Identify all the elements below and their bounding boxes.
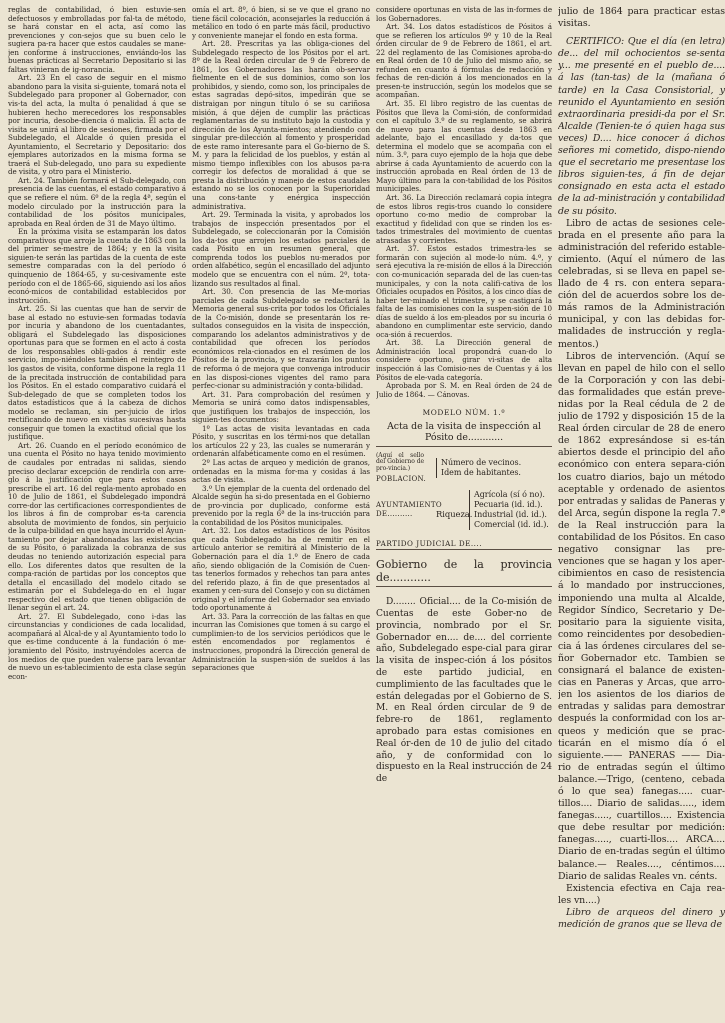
paragraph: omía el art. 8º, ó bien, si se ve que el grano no tiene fácil colocación, aconsejarles la reducción á metálico en todo ó en parte más fácil, productivo y conveniente manejar el fondo en esta forma. [192,6,370,40]
paragraph: Art. 25. Si las cuentas que han de servir de base al estado no estuvie-sen formadas todavía por incuria y abandono de los cuentadantes, obligará el Subdelegado las disposiciones oportunas para que se formen en el acto á costa de los responsables obli-gados á rendir este servicio, impo-niéndoles también el reintegro de los gastos de visita, conforme dispone la regla 11 de la precitada instrucción de contabilidad para los Pósitos. En el estado comparativo cuidará el Sub-delegado de que se completen todos los datos estadísticos que á la cabeza de dichos modelo se reclaman, sin per-juicio de irlos rectificando de nuevo en visitas sucesivas hasta conseguir que tomen la exactitud oficial que los justifique. [8,304,186,442]
paragraph: En la próxima visita se estamparán los datos comparativos que arroje la cuenta de 1863 con la del primer se-mestre de 1864; y en la visita siguien-te serán las partidas de la cuenta de este semestre comparadas con la del período ó quinquenio de 1864-65, y su-cesivamente este período con el de 1865-66, siguiendo así los años econó-micos de contabilidad establecidos por instrucción. [8,227,186,305]
paragraph: Art. 23 En el caso de seguir en el mismo abandono para la visita si-guiente, tomará nota el Subdelegado para proponer al Gobernador, con vis-ta del acta, la multa ó penalidad á que se hubieren hecho merecedores los responsables por incuria, desobe-diencia ó malicia. El acta de visita se unirá al libro de sesiones, firmada por el Subdelegado, el Alcalde ó quien presida el Ayuntamiento, el Secretario y Depositario: dos ejemplares autorizados en la misma forma se traerá el Sub-delegado, uno para su expediente de visita, y otro para el Ministerio. [8,73,186,177]
partido-judicial: PARTIDO JUDICIAL DE.... [376,540,552,551]
paragraph: Art. 33. Para la corrección de las faltas en que incurran las Comisiones que tomen á su cargo el cumplimien-to de los servicios periódicos que le estén encomendados por reglamentos é instrucciones, propondrá la Dirección general de Administración la suspen-sión de sueldos á las separaciones que [192,611,370,673]
paragraph: Art. 35. El libro registro de las cuentas de Pósitos que lleva la Comi-sión, de conformidad con el capítulo 3.º de su reglamento, se abrirá de nuevo para las cuentas desde 1863 en adelante, bajo el encasillado y da-tos que determina el modelo que se acompaña con el núm. 3.º, para cuyo ejemplo de la hoja que debe abrirse á cada Ayuntamiento de acuerdo con la instrucción aprobada en Real órden de 13 de Mayo último para la con-tabilidad de los Pósitos municipales. [376,99,552,194]
approval-line: Aprobada por S. M. en Real órden de 24 de Julio de 1864. — Cánovas. [376,381,552,399]
riqueza-item: Pecuaria (id. id.). [474,499,543,509]
riqueza-label: Riqueza. [436,509,473,520]
riqueza-item: Industrial (id. id.). [474,509,547,519]
paragraph: Existencia efectiva en Caja rea-les vn....) [558,882,725,906]
paragraph: 2º Las actas de arqueo y medición de granos, ordenadas en la misma for-ma y cosidas á las actas de visita. [192,457,370,485]
paragraph: Art. 30. Con presencia de las Me-morias parciales de cada Subdelegado se redactará la Memoria general sus-crita por todos los Oficiales de la Co-misión, donde se presentarán los re-sultados conseguidos en la visita de inspección, comparando los adelantos administrativos y de contabilidad que ofrecen los períodos económicos rela-cionados en el resúmen de los Pósitos de la provincia, y se trazarán los puntos de reforma ó de mejora que convenga introducir en las disposi-ciones vigentes del ramo para perfec-cionar su administración y conta-bilidad. [192,287,370,391]
model-title: MODELO NÚM. 1.º [422,408,506,418]
paragraph: Art. 29. Terminada la visita, y aprobados los trabajos de inspección presentados por el Subdelegado, se coleccionarán por la Comisión los da-tos que arrojen los estados parciales de cada Pósito en un resumen general, que comprenda todos los pueblos nu-merados por orden alfabético, según el encasillado del adjunto modelo que se encuentra con el núm. 2º, tota-lizando sus resultados al final. [192,210,370,288]
riqueza-brace [469,490,549,530]
paragraph: reglas de contabilidad, ó bien estuvie-sen defectuosos y embrolladas por fal-ta de método, se hará constar en el acta, así como las prevenciones y con-sejos que su buen celo le sugiera pa-ra hacer que estos caudales se mane-jen conforme á instrucciones, enviándo-los las buenas prácticas al Secretario Depositario si las faltas vinieran de ig-norancia. [8,6,186,74]
paragraph: Art. 37. Estos estados trimestra-les se formarán con sujeción al mode-lo núm. 4.º, y será ejecutiva la re-misión de ellos á la Dirección con co-municación separada del de las cuen-tas municipales, y con la nota califi-cativa de los Oficiales ocupados en Pósitos, á los cinco días de haber ter-minado el trimestre, y se castigará la falta de las comisiones con la suspen-sión de 10 días de sueldo á los em-pleados por su incuria ó abandono en cumplimentar este servicio, dando oca-sión á recuerdos. [376,244,552,339]
paragraph: Art. 34. Los datos estadísticos de Pósitos á que se refieren los artículos 9º y 10 de la Real órden circular de 9 de Febrero de 1861, el art. 22 del reglamento de las Comisiones aproba-do en Real órden de 10 de Julio del mismo año, se refunden en cuanto á fórmulas de redacción y fechas de ren-dición á los mencionados en la presen-te instrucción, según los modelos que se acompañan. [376,22,552,100]
gobierno-heading: Gobierno de la provincia de............ [376,558,552,587]
seal-note: (Aquí el sello del Gobierno de pro-vincia.) [376,451,424,472]
paragraph: Art. 31. Para comprobación del resúmen y Memoria se unirá como datos indispensables, que justifiquen los trabajos de inspección, los siguien-tes documentos: [192,389,370,425]
paragraph: considere oportunas en vista de las in-formes de los Gobernadores. [376,6,552,23]
poblacion-label: POBLACION. [376,475,427,484]
riqueza-item: Agrícola (sí ó no). [474,489,545,499]
ayuntamiento-label: AYUNTAMIENTO DE.......... [376,501,442,518]
riqueza-item: Comercial (id. id.). [474,519,549,529]
column-3 [376,6,552,1019]
paragraph: 3.º Un ejemplar de la cuenta del ordenado del Alcalde según ha si-do presentada en el Gobierno de pro-vincia por duplicado, conforme está prevenido por la regla 6ª de la ins-trucción para la contabilidad de los Pósitos municipales. [192,483,370,527]
paragraph: Libros de intervención. (Aquí se llevan en papel de hilo con el sello de la Corporación y con las debi-das formalidades que están preve-nidas por la Real cédula de 2 de julio de 1792 y disposición 15 de la Real órden circular de 28 de enero de 1862 expresándose si es-tán abiertos desde el principio del año económico con entera separa-ción los cuatro diarios, bajo un método aceptable y ordenado de asientos por entradas y salidas de Paneras y del Arca, según dispone la regla 7.ª de la Real instrucción para la contabilidad de los Pósitos. En caso negativo consignar las pre-venciones que se hagan y los aper-cibimientos en caso de resistencia á lo mandado por instrucciones, imponiendo una multa al Alcalde, Regidor Síndico, Secretario y De-positario para la siguiente visita, como reincidentes por desobedien-cia á las órdenes circulares del se-ñor Gobernador etc. Tambien se consignará el balance de existen-cias en Paneras y Arcas, que arro-jen los asientos de los diarios de entradas y salidas para demostrar después la conformidad con los ar-queos y medición que se prac-ticarán en el mismo día ó el siguiente.—— PANERAS —— Dia-rio de entradas según el último balance.—Trigo, (centeno, cebada ó lo que sea) fanegas..... cuar-tillos.... Diario de salidas....., idem fanegas....., cuartillos.... Existencia que debe resultar por medición: fanegas....., cuarti-llos.... ARCA.... Diario de en-tradas según el último balance.— Reales...., céntimos.... Diario de salidas Reales vn. cénts. [558,350,725,882]
poblacion-brace [436,458,521,478]
paragraph: Art. 24. También formará el Sub-delegado, con presencia de las cuentas, el estado comparativo á que se refiere el núm. 6º de la regla 4ª, según el modelo circulado por la instrucción para la contabilidad de los pósitos municipales, aprobada en Real órden de 31 de Mayo último. [8,175,186,228]
paragraph: Art. 38. La Dirección general de Administración local propondrá cuan-do lo considere oportuno, girar vi-sitas de alta inspección á las Comisio-nes de Cuentas y á los Pósitos de ele-vada categoría. [376,338,552,382]
paragraph: Art. 26. Cuando en el período económico de una cuenta el Pósito no haya tenido movimiento de caudales por entradas ni salidas, siendo preciso declarar excepción de rendirla con arre-glo á la justificación que para estos casos prescribe el art. 16 del regla-mento aprobado en 10 de Julio de 1861, el Subdelegado impondrá corre-dor las certificaciones correspondientes de los libros á fin de comprobar es-ta carencia absoluta de movimiento de fondos, sin perjuicio de la culpa-bilidad en que haya incurrido el Ayun-tamiento por dejar abandonadas las existencias de su Pósito, ó paralizada la cobranza de sus deudas no teniendo autorización especial para ello. Los diferentes datos que resulten de la compa-ración de partidas por los conceptos que detalla el encasillado del modelo citado se estimarán por el Subdelega-do en el lugar respectivo del estado que tienen obligación de llenar según el art. 24. [8,440,186,613]
paragraph: Art. 28. Prescritas ya las obliga-ciones del Subdelegado respecto de los Pósitos por el art. 8º de la Real órden circular de 9 de Febrero de 1861, los Gobernadores las harán ob-servar fielmente en el de sus dominios, como son los prohibidos, y siendo, como son, los principales de estas sagradas depó-sitos, impedirán que se distraigan por ningun título ó se su cariñosa misión, á que déjen de cumplir las prácticas reglamentarias de su instituto bajo la custodia y dirección de los Ayunta-mientos; atendiendo con singular pre-dilección al fomento y prosperidad de este ramo interesante para el Go-bierno de S. M. y para la felicidad de los pueblos, y están al mismo tiempo inflexibles con los abusos pa-ra corregir los defectos de moralidad á que se presta la distribución y manejo de estos caudales estando no se los conocen por la Superioridad una cons-tante y enérgica inspección administrativa. [192,39,370,211]
ayuntamiento-row [376,490,552,530]
paragraph: Art. 36. La Dirección reclamará copia íntegra de estos libros regis-tros cuando lo considere oportuno co-mo medio de comprobar la exactitud y fidelidad con que se rinden los es-tados trimestrales del movimiento de cuentas atrasadas y corrientes. [376,193,552,245]
poblacion-item: Número de vecinos. [441,458,522,468]
poblacion-item: Idem de habitantes. [441,468,521,478]
column-2 [192,6,370,1019]
paragraph: 1º Las actas de visita levantadas en cada Pósito, y suscritas en los térmi-nos que detallan los artículos 22 y 23, las cuales se numerarán y ordenarán alfabéticamente como en el resúmen. [192,423,370,459]
poblacion-row [376,453,552,484]
paragraph: Libro de arqueos del dinero y medición de granos que se lleva de [558,906,725,931]
paragraph: Art. 32. Los datos estadísticos de los Pósitos que cada Subdelegado ha de remitir en el artículo anterior se remitirá al Ministerio de la Gobernación para el día 1.º de Enero de cada año, siendo obligación de la Comisión de Cuen-tas tenerlos formados y rehechos tan para antes del referido plazo, á fin de que presentados al examen y cen-sura del Consejo y con su dictámen original y el informe del Gobernador sea enviado todo oportunamente á [192,526,370,613]
acta-heading: Acta de la visita de inspección al Pósito de............ [376,421,552,447]
paragraph: Art. 27. El Subdelegado, cono i-das las circunstancias y condiciones de cada localidad, acompañará al Alcal-de y al Ayuntamiento todo lo que es-time conducente á la fundación ó me-joramiento del Pósito, instruyéndoles acerca de los medios de que pueden valerse para levantar de nuevo un es-tablecimiento de esta clase según econ- [8,611,186,681]
certifico-paragraph: CERTIFICO: Que el día (en letra) de... del mil ochocientos se-senta y... me presenté en el pueblo de.... á las (tan-tas) de la (mañana ó tarde) en la Casa Consistorial, y reunido el Ayuntamiento en sesión extraordinaria presidi-da por el Sr. Alcalde (Tenien-te ó quien haga sus veces) D.... hice conocer á dichos señores mi cometido, dispo-niendo que el secretario me presentase los libros siguien-tes, á fin de dejar consignado en esta acta el estado de la ad-ministración y contabilidad de su pósito. [558,36,725,217]
column-4 [558,6,725,1019]
certificate-body: D........ Oficial.... de la Co-misión de Cuentas de este Gober-no de provincia, nombrado por el Sr. Gobernador en.... de.... del corriente año, Subdelegado espe-cial para girar la visita de inspec-ción á los pósitos de este partido judicial, en cumplimiento de las facultades que le están delegadas por el Gobierno de S. M. en Real órden circular de 9 de febre-ro de 1861, reglamento aprobado para estas comisiones en Real ór-den de 10 de julio del citado año, y de conformidad con lo dispuesto en la Real instrucción de 24 de [376,597,552,785]
paragraph: julio de 1864 para practicar estas visitas. [558,6,725,30]
paragraph: Libro de actas de sesiones cele-brada en el presente año para la administración del referido estable-cimiento. (Aquí el número de las celebradas, si se lleva en papel se-llado de 4 rs. con entera separa-ción del de acuerdos sobre los de-más ramos de la Administración municipal, y con las debidas for-malidades de instrucción y regla-mentos.) [558,217,725,350]
column-1 [8,6,186,1019]
